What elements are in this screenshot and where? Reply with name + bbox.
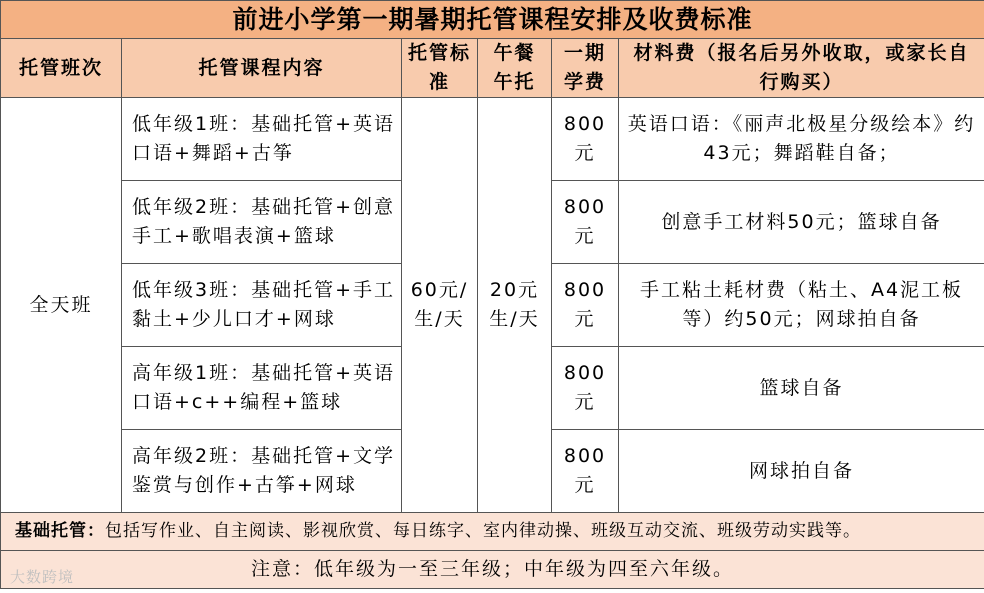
fee-cell: 800元 xyxy=(552,98,619,181)
fee-cell: 800元 xyxy=(552,347,619,430)
materials-cell: 网球拍自备 xyxy=(619,430,984,513)
sheet-title: 前进小学第一期暑期托管课程安排及收费标准 xyxy=(1,1,984,39)
fee-cell: 800元 xyxy=(552,181,619,264)
table-row xyxy=(1,98,984,181)
course-content-cell: 低年级2班：基础托管+创意手工+歌唱表演+篮球 xyxy=(122,181,402,264)
header-standard: 托管标准 xyxy=(402,39,478,98)
lunch-cell: 20元生/天 xyxy=(478,98,552,513)
basic-care-label: 基础托管： xyxy=(15,521,105,541)
title-row xyxy=(1,1,984,39)
basic-care-text: 包括写作业、自主阅读、影视欣赏、每日练字、室内律动操、班级互动交流、班级劳动实践等。 xyxy=(105,521,861,541)
watermark-logo xyxy=(10,566,74,587)
fee-cell: 800元 xyxy=(552,264,619,347)
basic-care-row xyxy=(1,513,984,551)
materials-cell: 篮球自备 xyxy=(619,347,984,430)
header-materials: 材料费（报名后另外收取，或家长自行购买） xyxy=(619,39,984,98)
header-class-type: 托管班次 xyxy=(1,39,122,98)
course-content-cell: 高年级2班：基础托管+文学鉴赏与创作+古筝+网球 xyxy=(122,430,402,513)
course-content-cell: 低年级3班：基础托管+手工黏土+少儿口才+网球 xyxy=(122,264,402,347)
course-content-cell: 高年级1班：基础托管+英语口语+c++编程+篮球 xyxy=(122,347,402,430)
header-content: 托管课程内容 xyxy=(122,39,402,98)
note-cell: 注意：低年级为一至三年级；中年级为四至六年级。 xyxy=(1,551,984,589)
header-fee: 一期学费 xyxy=(552,39,619,98)
basic-care-cell xyxy=(1,513,984,551)
materials-cell: 英语口语：《丽声北极星分级绘本》约43元；舞蹈鞋自备； xyxy=(619,98,984,181)
class-type-cell: 全天班 xyxy=(1,98,122,513)
materials-cell: 手工粘土耗材费（粘土、A4泥工板等）约50元；网球拍自备 xyxy=(619,264,984,347)
watermark-text: 大数跨境 xyxy=(10,568,75,586)
fee-cell: 800元 xyxy=(552,430,619,513)
header-row xyxy=(1,39,984,98)
course-content-cell: 低年级1班：基础托管+英语口语+舞蹈+古筝 xyxy=(122,98,402,181)
materials-cell: 创意手工材料50元；篮球自备 xyxy=(619,181,984,264)
header-lunch: 午餐午托 xyxy=(478,39,552,98)
note-row xyxy=(1,551,984,589)
standard-cell: 60元/生/天 xyxy=(402,98,478,513)
